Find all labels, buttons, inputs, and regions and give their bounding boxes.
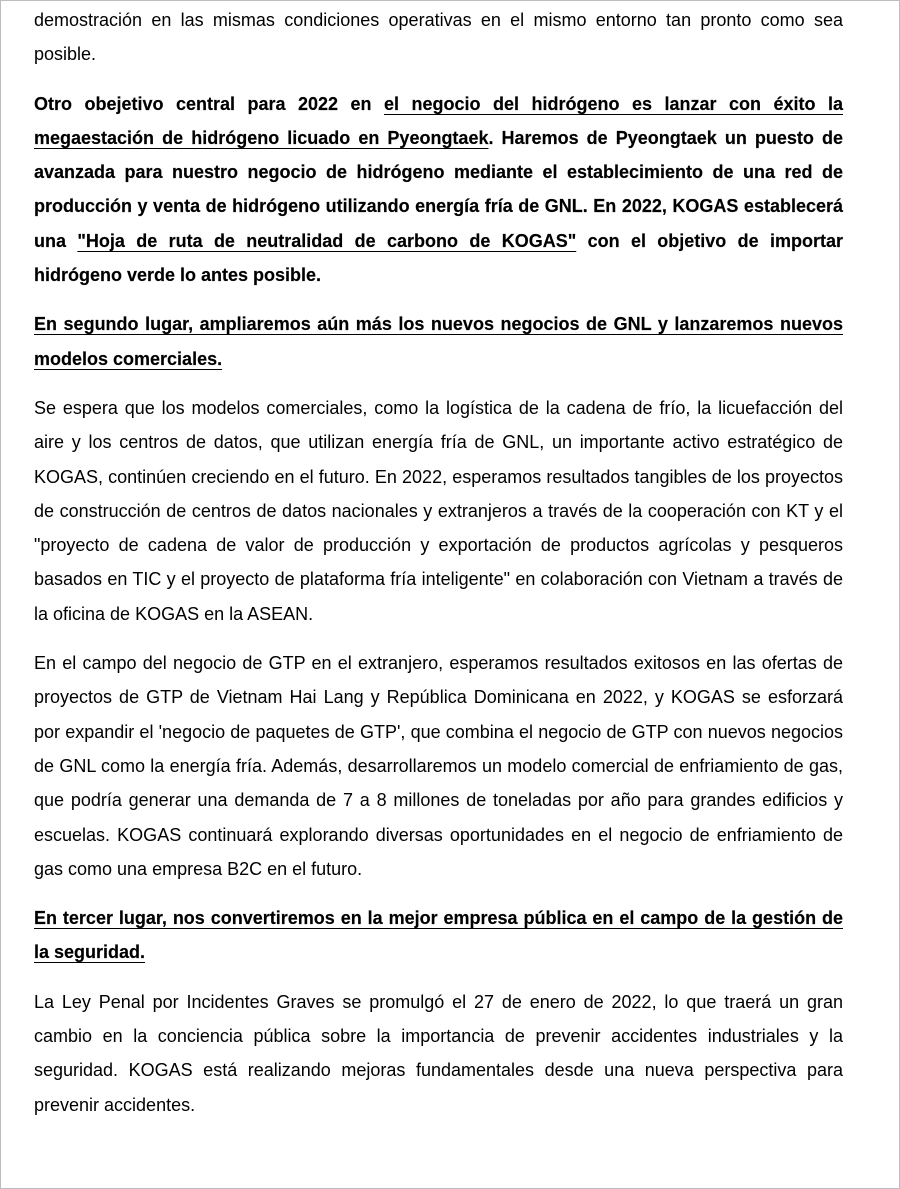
paragraph-safety: La Ley Penal por Incidentes Graves se promulgó el 27 de enero de 2022, lo que traerá un gran cambio en la conciencia pública sobre la importancia de prevenir accidentes industriales y la seguridad. KOGAS está realizando mejoras fundamentales desde una nueva perspectiva para prevenir accidentes. <box>34 991 843 1115</box>
document-body <box>34 3 843 1137</box>
paragraph-hydrogen-text-b: . Haremos de Pyeongtaek un puesto de avanzada para nuestro negocio de hidrógeno mediante el establecimiento de una red de producción y venta de hidrógeno utilizando energía fría de GNL. En 2022, KOGAS establecerá una <box>34 127 843 251</box>
paragraph-continuation: demostración en las mismas condiciones operativas en el mismo entorno tan pronto como sea posible. <box>34 10 843 65</box>
paragraph-hydrogen <box>34 87 843 293</box>
paragraph-hydrogen-text-a: Otro obejetivo central para 2022 en <box>34 93 385 114</box>
paragraph-hydrogen-text-c: con el objetivo de importar hidrógeno verde lo antes posible. <box>34 230 844 286</box>
paragraph-hydrogen-underline-a: el negocio del hidrógeno es lanzar con éxito la megaestación de hidrógeno licuado en Pyeongtaek <box>34 93 843 148</box>
paragraph-lng-models: Se espera que los modelos comerciales, como la logística de la cadena de frío, la licuefacción del aire y los centros de datos, que utilizan energía fría de GNL, un importante activo estratégico de KOGAS, continúen creciendo en el futuro. En 2022, esperamos resultados tangibles de los proyectos de construcción de centros de datos nacionales y extranjeros a través de la cooperación con KT y el "proyecto de cadena de valor de producción y exportación de productos agrícolas y pesqueros basados en TIC y el proyecto de plataforma fría inteligente" en colaboración con Vietnam a través de la oficina de KOGAS en la ASEAN. <box>34 397 843 624</box>
heading-second-text: En segundo lugar, ampliaremos aún más los nuevos negocios de GNL y lanzaremos nuevos modelos comerciales. <box>34 314 843 369</box>
heading-third <box>34 901 843 970</box>
paragraph-hydrogen-underline-b: "Hoja de ruta de neutralidad de carbono de KOGAS" <box>77 230 577 251</box>
heading-second <box>34 307 843 376</box>
paragraph-gtp: En el campo del negocio de GTP en el extranjero, esperamos resultados exitosos en las ofertas de proyectos de GTP de Vietnam Hai Lang y República Dominicana en 2022, y KOGAS se esforzará por expandir el 'negocio de paquetes de GTP', que combina el negocio de GTP con nuevos negocios de GNL como la energía fría. Además, desarrollaremos un modelo comercial de enfriamiento de gas, que podría generar una demanda de 7 a 8 millones de toneladas por año para grandes edificios y escuelas. KOGAS continuará explorando diversas oportunidades en el negocio de enfriamiento de gas como una empresa B2C en el futuro. <box>34 653 843 879</box>
heading-third-text: En tercer lugar, nos convertiremos en la mejor empresa pública en el campo de la gestión de la seguridad. <box>34 908 843 963</box>
